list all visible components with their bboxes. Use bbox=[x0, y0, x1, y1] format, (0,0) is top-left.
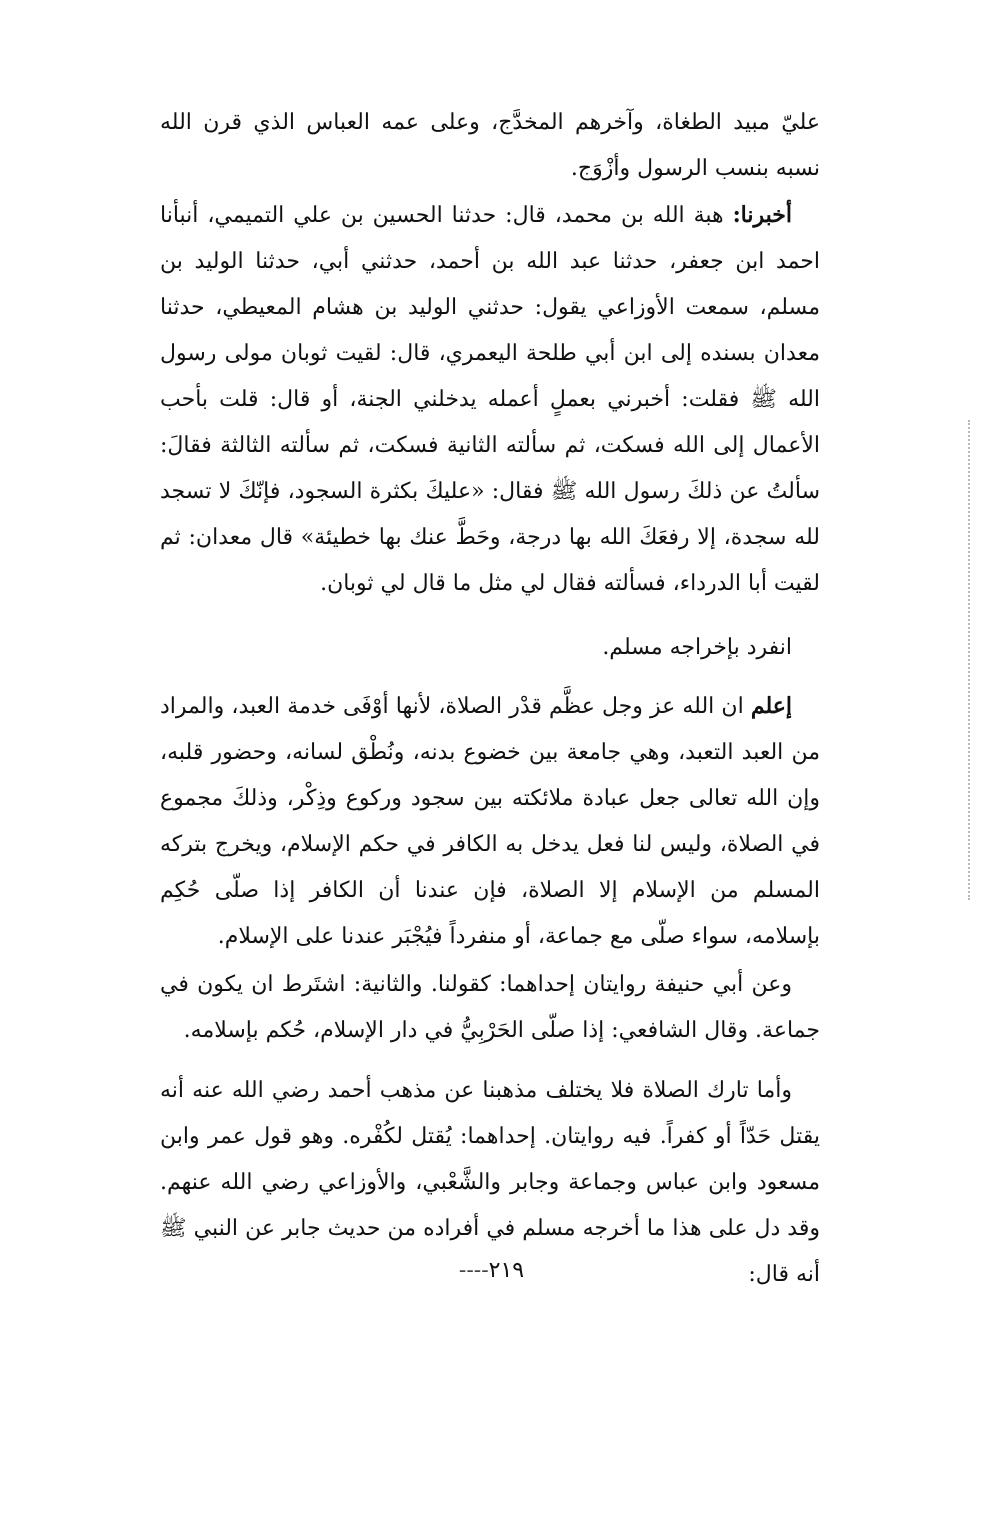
paragraph-text: هبة الله بن محمد، قال: حدثنا الحسين بن علي التميمي، أنبأنا احمد ابن جعفر، حدثنا عبد الله بن أحمد، حدثني أبي، حدثنا الوليد بن مسلم، سمعت الأوزاعي يقول: حدثني الوليد بن هشام المعيطي، حدثنا معدان بسنده إلى ابن أبي طلحة اليعمري، قال: لقيت ثوبان مولى رسول الله ﷺ فقلت: أخبرني بعملٍ أعمله يدخلني الجنة، أو قال: قلت بأحب الأعمال إلى الله فسكت، ثم سألته الثانية فسكت، ثم سألته الثالثة فقالَ: سألتُ عن ذلكَ رسول الله ﷺ فقال: «عليكَ بكثرة السجود، فإنّكَ لا تسجد لله سجدة، إلا رفعَكَ الله بها درجة، وحَطَّ عنك بها خطيئة» قال معدان: ثم لقيت أبا الدرداء، فسألته فقال لي مثل ما قال لي ثوبان. bbox=[160, 203, 820, 596]
text-block-hadith bbox=[160, 192, 820, 607]
page-number-value: ٢١٩ bbox=[488, 1258, 525, 1283]
text-block-abu-hanifa bbox=[160, 962, 820, 1054]
page-number-dashes: ---- bbox=[458, 1258, 489, 1283]
text-block-top bbox=[160, 100, 820, 192]
paragraph-continuation bbox=[160, 100, 820, 192]
paragraph-text: عليّ مبيد الطغاة، وآخرهم المخدَّج، وعلى عمه العباس الذي قرن الله نسبه بنسب الرسول وأزْوَج. bbox=[160, 110, 820, 181]
paragraph-lead: إعلم bbox=[750, 693, 792, 719]
paragraph-text: انفرد بإخراجه مسلم. bbox=[602, 635, 792, 660]
paragraph-text: وعن أبي حنيفة روايتان إحداهما: كقولنا. والثانية: اشتَرط ان يكون في جماعة. وقال الشافعي: إذا صلّى الحَرْبِيُّ في دار الإسلام، حُكم بإسلامه. bbox=[160, 972, 820, 1043]
paragraph-infarada bbox=[160, 625, 820, 671]
paragraph-akhbarana bbox=[160, 192, 820, 607]
paragraph-text: ان الله عز وجل عظَّم قدْر الصلاة، لأنها أوْفَى خدمة العبد، والمراد من العبد التعبد، وهي جامعة بين خضوع بدنه، ونُطْق لسانه، وحضور قلبه، وإن الله تعالى جعل عبادة ملائكته بين سجود وركوع وذِكْر، وذلكَ مجموع في الصلاة، وليس لنا فعل يدخل به الكافر في حكم الإسلام، ويخرج بتركه المسلم من الإسلام إلا الصلاة، فإن عندنا أن الكافر إذا صلّى حُكِم بإسلامه، سواء صلّى مع جماعة، أو منفرداً فيُجْبَر عندنا على الإسلام. bbox=[160, 694, 820, 949]
paragraph-ilam bbox=[160, 683, 820, 960]
page-number bbox=[0, 1258, 983, 1283]
text-block-note bbox=[160, 625, 820, 671]
page-edge-shadow bbox=[968, 420, 970, 900]
paragraph-text: وأما تارك الصلاة فلا يختلف مذهبنا عن مذهب أحمد رضي الله عنه أنه يقتل حَدّاً أو كفراً. فيه روايتان. إحداهما: يُقتل لكُفْره. وهو قول عمر وابن مسعود وابن عباس وجماعة وجابر والشَّعْبي، والأوزاعي رضي الله عنهم. وقد دل على هذا ما أخرجه مسلم في أفراده من حديث جابر عن النبي ﷺ أنه قال: bbox=[160, 1078, 820, 1287]
paragraph-lead: أخبرنا: bbox=[732, 202, 792, 228]
text-block-ilam bbox=[160, 683, 820, 960]
paragraph-abu-hanifa bbox=[160, 962, 820, 1054]
